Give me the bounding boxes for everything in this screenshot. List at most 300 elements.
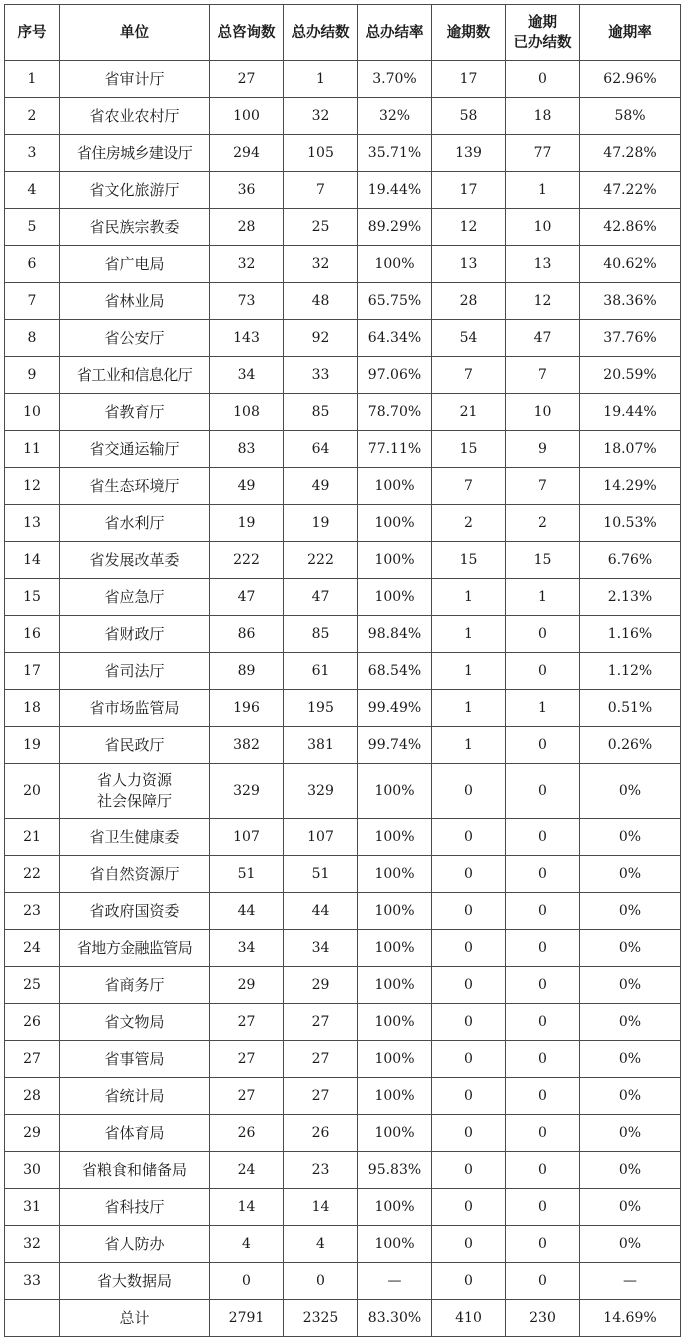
cell-unit: 省生态环境厅 xyxy=(60,468,210,505)
cell-no: 8 xyxy=(5,320,60,357)
cell-overdue-completed: 18 xyxy=(506,98,580,135)
cell-overdue-count: 17 xyxy=(432,172,506,209)
cell-overdue-rate: 0% xyxy=(580,930,681,967)
cell-no: 2 xyxy=(5,98,60,135)
cell-overdue-rate: 47.28% xyxy=(580,135,681,172)
cell-no: 22 xyxy=(5,856,60,893)
cell-overdue-completed: 0 xyxy=(506,616,580,653)
cell-unit: 省民族宗教委 xyxy=(60,209,210,246)
cell-unit: 省市场监管局 xyxy=(60,690,210,727)
cell-no: 29 xyxy=(5,1115,60,1152)
cell-overdue-completed: 7 xyxy=(506,468,580,505)
cell-overdue-rate: 58% xyxy=(580,98,681,135)
cell-completion-rate: 100% xyxy=(358,505,432,542)
cell-overdue-rate: 37.76% xyxy=(580,320,681,357)
cell-overdue-completed: 2 xyxy=(506,505,580,542)
cell-total-consultations: 14 xyxy=(210,1189,284,1226)
table-row xyxy=(5,505,681,542)
cell-no: 4 xyxy=(5,172,60,209)
table-row xyxy=(5,209,681,246)
cell-no: 11 xyxy=(5,431,60,468)
table-row xyxy=(5,1078,681,1115)
cell-overdue-completed: 0 xyxy=(506,1263,580,1300)
cell-total-consultations: 51 xyxy=(210,856,284,893)
cell-total-consultations: 34 xyxy=(210,357,284,394)
cell-total-completed: 2325 xyxy=(284,1300,358,1337)
table-row xyxy=(5,135,681,172)
cell-no: 33 xyxy=(5,1263,60,1300)
table-row xyxy=(5,98,681,135)
cell-total-completed: 195 xyxy=(284,690,358,727)
cell-overdue-count: 28 xyxy=(432,283,506,320)
cell-unit: 省政府国资委 xyxy=(60,893,210,930)
table-row xyxy=(5,967,681,1004)
cell-completion-rate: 100% xyxy=(358,579,432,616)
cell-overdue-rate: 10.53% xyxy=(580,505,681,542)
cell-overdue-rate: 2.13% xyxy=(580,579,681,616)
table-row xyxy=(5,616,681,653)
table-row xyxy=(5,1115,681,1152)
cell-total-consultations: 27 xyxy=(210,61,284,98)
cell-completion-rate: 89.29% xyxy=(358,209,432,246)
cell-total-consultations: 2791 xyxy=(210,1300,284,1337)
cell-overdue-count: 15 xyxy=(432,542,506,579)
cell-total-completed: 27 xyxy=(284,1078,358,1115)
cell-overdue-rate: 0.51% xyxy=(580,690,681,727)
cell-no: 5 xyxy=(5,209,60,246)
cell-no: 7 xyxy=(5,283,60,320)
cell-overdue-rate: 14.29% xyxy=(580,468,681,505)
cell-no: 13 xyxy=(5,505,60,542)
header-total-completed: 总办结数 xyxy=(284,5,358,61)
table-row xyxy=(5,431,681,468)
cell-overdue-count: 0 xyxy=(432,856,506,893)
cell-completion-rate: 100% xyxy=(358,468,432,505)
cell-overdue-count: 1 xyxy=(432,690,506,727)
table-row xyxy=(5,357,681,394)
cell-unit: 省应急厅 xyxy=(60,579,210,616)
cell-total-completed: 44 xyxy=(284,893,358,930)
cell-total-completed: 64 xyxy=(284,431,358,468)
cell-unit: 省审计厅 xyxy=(60,61,210,98)
cell-overdue-count: 15 xyxy=(432,431,506,468)
cell-total-completed: 34 xyxy=(284,930,358,967)
cell-completion-rate: 95.83% xyxy=(358,1152,432,1189)
cell-overdue-count: 58 xyxy=(432,98,506,135)
cell-overdue-completed: 0 xyxy=(506,1115,580,1152)
table-row xyxy=(5,1004,681,1041)
cell-overdue-count: 0 xyxy=(432,967,506,1004)
cell-overdue-count: 0 xyxy=(432,1041,506,1078)
cell-no: 10 xyxy=(5,394,60,431)
cell-unit: 省公安厅 xyxy=(60,320,210,357)
cell-total-consultations: 108 xyxy=(210,394,284,431)
cell-overdue-count: 0 xyxy=(432,1078,506,1115)
cell-unit: 省民政厅 xyxy=(60,727,210,764)
total-row xyxy=(5,1300,681,1337)
cell-total-consultations: 29 xyxy=(210,967,284,1004)
cell-completion-rate: 98.84% xyxy=(358,616,432,653)
cell-no: 12 xyxy=(5,468,60,505)
header-overdue-completed-line2: 已办结数 xyxy=(513,34,572,51)
cell-overdue-rate: 0% xyxy=(580,1004,681,1041)
table-row xyxy=(5,283,681,320)
cell-total-completed: 19 xyxy=(284,505,358,542)
cell-no: 27 xyxy=(5,1041,60,1078)
cell-unit: 省文物局 xyxy=(60,1004,210,1041)
cell-total-completed: 32 xyxy=(284,246,358,283)
cell-total-consultations: 73 xyxy=(210,283,284,320)
table-row xyxy=(5,61,681,98)
cell-overdue-count: 0 xyxy=(432,893,506,930)
cell-overdue-rate: 0% xyxy=(580,1226,681,1263)
cell-total-completed: 48 xyxy=(284,283,358,320)
cell-overdue-completed: 9 xyxy=(506,431,580,468)
cell-overdue-rate: 0% xyxy=(580,1078,681,1115)
cell-completion-rate: 35.71% xyxy=(358,135,432,172)
cell-unit: 省粮食和储备局 xyxy=(60,1152,210,1189)
cell-total-completed: 107 xyxy=(284,819,358,856)
cell-overdue-count: 0 xyxy=(432,764,506,819)
cell-total-consultations: 196 xyxy=(210,690,284,727)
cell-overdue-rate: 0% xyxy=(580,1189,681,1226)
cell-total-consultations: 34 xyxy=(210,930,284,967)
table-row xyxy=(5,1189,681,1226)
cell-overdue-completed: 0 xyxy=(506,967,580,1004)
cell-total-completed: 33 xyxy=(284,357,358,394)
cell-total-completed: 23 xyxy=(284,1152,358,1189)
cell-unit: 省体育局 xyxy=(60,1115,210,1152)
header-total-consultations: 总咨询数 xyxy=(210,5,284,61)
cell-overdue-completed: 0 xyxy=(506,930,580,967)
cell-overdue-count: 1 xyxy=(432,727,506,764)
cell-overdue-completed: 1 xyxy=(506,579,580,616)
cell-total-completed: 85 xyxy=(284,616,358,653)
cell-overdue-rate: 47.22% xyxy=(580,172,681,209)
table-row xyxy=(5,1263,681,1300)
cell-overdue-rate: 0% xyxy=(580,1115,681,1152)
cell-overdue-completed: 10 xyxy=(506,394,580,431)
cell-overdue-count: 0 xyxy=(432,1115,506,1152)
cell-overdue-rate: 0% xyxy=(580,819,681,856)
cell-overdue-count: 1 xyxy=(432,579,506,616)
cell-overdue-completed: 10 xyxy=(506,209,580,246)
cell-overdue-count: 0 xyxy=(432,819,506,856)
cell-overdue-rate: 0% xyxy=(580,764,681,819)
cell-no: 18 xyxy=(5,690,60,727)
cell-total-completed: 222 xyxy=(284,542,358,579)
cell-no: 3 xyxy=(5,135,60,172)
header-completion-rate: 总办结率 xyxy=(358,5,432,61)
cell-overdue-count: 0 xyxy=(432,1004,506,1041)
cell-total-completed: 14 xyxy=(284,1189,358,1226)
cell-overdue-count: 2 xyxy=(432,505,506,542)
cell-total-consultations: 49 xyxy=(210,468,284,505)
cell-overdue-rate: 0% xyxy=(580,856,681,893)
cell-completion-rate: 100% xyxy=(358,930,432,967)
cell-unit: 省自然资源厅 xyxy=(60,856,210,893)
cell-total-consultations: 27 xyxy=(210,1078,284,1115)
header-overdue-completed xyxy=(506,5,580,61)
table-row xyxy=(5,579,681,616)
cell-overdue-completed: 47 xyxy=(506,320,580,357)
cell-overdue-rate: 40.62% xyxy=(580,246,681,283)
cell-no: 31 xyxy=(5,1189,60,1226)
cell-overdue-completed: 0 xyxy=(506,727,580,764)
cell-total-completed: 1 xyxy=(284,61,358,98)
cell-completion-rate: 100% xyxy=(358,893,432,930)
cell-total-completed: 7 xyxy=(284,172,358,209)
cell-total-completed: 26 xyxy=(284,1115,358,1152)
cell-completion-rate: 100% xyxy=(358,1226,432,1263)
cell-unit: 省农业农村厅 xyxy=(60,98,210,135)
table-row xyxy=(5,1041,681,1078)
cell-total-completed: 51 xyxy=(284,856,358,893)
cell-overdue-count: 7 xyxy=(432,357,506,394)
cell-overdue-completed: 0 xyxy=(506,1152,580,1189)
cell-overdue-rate: — xyxy=(580,1263,681,1300)
cell-unit: 省商务厅 xyxy=(60,967,210,1004)
table-row xyxy=(5,764,681,819)
cell-no: 16 xyxy=(5,616,60,653)
cell-total-completed: 92 xyxy=(284,320,358,357)
cell-overdue-rate: 0% xyxy=(580,1152,681,1189)
cell-overdue-completed: 15 xyxy=(506,542,580,579)
header-overdue-completed-line1: 逾期 xyxy=(528,14,557,31)
cell-overdue-completed: 1 xyxy=(506,690,580,727)
cell-no: 21 xyxy=(5,819,60,856)
cell-total-consultations: 107 xyxy=(210,819,284,856)
cell-overdue-count: 0 xyxy=(432,1263,506,1300)
cell-total-consultations: 47 xyxy=(210,579,284,616)
cell-overdue-completed: 230 xyxy=(506,1300,580,1337)
cell-completion-rate: 100% xyxy=(358,542,432,579)
cell-unit: 省地方金融监管局 xyxy=(60,930,210,967)
cell-no: 17 xyxy=(5,653,60,690)
cell-overdue-rate: 20.59% xyxy=(580,357,681,394)
cell-completion-rate: 100% xyxy=(358,1189,432,1226)
cell-completion-rate: 65.75% xyxy=(358,283,432,320)
cell-total-consultations: 100 xyxy=(210,98,284,135)
header-overdue-rate: 逾期率 xyxy=(580,5,681,61)
cell-completion-rate: 19.44% xyxy=(358,172,432,209)
table-row xyxy=(5,468,681,505)
cell-total-completed: 85 xyxy=(284,394,358,431)
cell-unit: 省统计局 xyxy=(60,1078,210,1115)
cell-total-consultations: 19 xyxy=(210,505,284,542)
cell-total-consultations: 83 xyxy=(210,431,284,468)
cell-overdue-count: 1 xyxy=(432,653,506,690)
cell-overdue-rate: 1.16% xyxy=(580,616,681,653)
cell-completion-rate: 99.74% xyxy=(358,727,432,764)
cell-completion-rate: 78.70% xyxy=(358,394,432,431)
cell-overdue-completed: 13 xyxy=(506,246,580,283)
cell-completion-rate: 64.34% xyxy=(358,320,432,357)
cell-total-consultations: 36 xyxy=(210,172,284,209)
cell-unit-line2: 社会保障厅 xyxy=(96,792,172,810)
cell-completion-rate: 100% xyxy=(358,967,432,1004)
cell-total-consultations: 0 xyxy=(210,1263,284,1300)
cell-total-completed: 4 xyxy=(284,1226,358,1263)
cell-no: 32 xyxy=(5,1226,60,1263)
consultation-statistics-table xyxy=(4,4,681,1337)
cell-completion-rate: 68.54% xyxy=(358,653,432,690)
table-row xyxy=(5,1152,681,1189)
cell-total-completed: 25 xyxy=(284,209,358,246)
cell-overdue-count: 1 xyxy=(432,616,506,653)
table-row xyxy=(5,930,681,967)
cell-unit: 省卫生健康委 xyxy=(60,819,210,856)
cell-total-consultations: 89 xyxy=(210,653,284,690)
cell-completion-rate: 77.11% xyxy=(358,431,432,468)
cell-completion-rate: 100% xyxy=(358,819,432,856)
cell-total-completed: 32 xyxy=(284,98,358,135)
table-row xyxy=(5,653,681,690)
cell-overdue-completed: 0 xyxy=(506,1041,580,1078)
cell-unit: 省水利厅 xyxy=(60,505,210,542)
cell-overdue-count: 7 xyxy=(432,468,506,505)
cell-total-consultations: 4 xyxy=(210,1226,284,1263)
cell-total-completed: 61 xyxy=(284,653,358,690)
header-row xyxy=(5,5,681,61)
cell-overdue-count: 12 xyxy=(432,209,506,246)
cell-overdue-count: 21 xyxy=(432,394,506,431)
cell-overdue-count: 410 xyxy=(432,1300,506,1337)
cell-overdue-completed: 0 xyxy=(506,653,580,690)
cell-overdue-rate: 0.26% xyxy=(580,727,681,764)
cell-overdue-count: 13 xyxy=(432,246,506,283)
cell-total-consultations: 24 xyxy=(210,1152,284,1189)
cell-overdue-rate: 0% xyxy=(580,1041,681,1078)
cell-no: 20 xyxy=(5,764,60,819)
table-row xyxy=(5,542,681,579)
cell-completion-rate: 100% xyxy=(358,856,432,893)
cell-completion-rate: 97.06% xyxy=(358,357,432,394)
cell-total-consultations: 27 xyxy=(210,1041,284,1078)
cell-total-consultations: 44 xyxy=(210,893,284,930)
cell-no: 30 xyxy=(5,1152,60,1189)
cell-overdue-completed: 12 xyxy=(506,283,580,320)
cell-total-consultations: 222 xyxy=(210,542,284,579)
cell-completion-rate: — xyxy=(358,1263,432,1300)
cell-overdue-completed: 0 xyxy=(506,1189,580,1226)
cell-completion-rate: 100% xyxy=(358,246,432,283)
cell-overdue-completed: 0 xyxy=(506,819,580,856)
cell-total-completed: 105 xyxy=(284,135,358,172)
cell-unit: 省大数据局 xyxy=(60,1263,210,1300)
cell-no: 24 xyxy=(5,930,60,967)
cell-overdue-rate: 38.36% xyxy=(580,283,681,320)
cell-overdue-rate: 42.86% xyxy=(580,209,681,246)
cell-total-consultations: 329 xyxy=(210,764,284,819)
header-no: 序号 xyxy=(5,5,60,61)
cell-total-consultations: 294 xyxy=(210,135,284,172)
cell-total-completed: 27 xyxy=(284,1004,358,1041)
cell-unit: 省林业局 xyxy=(60,283,210,320)
cell-overdue-rate: 14.69% xyxy=(580,1300,681,1337)
cell-overdue-rate: 0% xyxy=(580,967,681,1004)
cell-no: 9 xyxy=(5,357,60,394)
cell-total-consultations: 143 xyxy=(210,320,284,357)
table-row xyxy=(5,394,681,431)
cell-overdue-completed: 0 xyxy=(506,764,580,819)
cell-no: 6 xyxy=(5,246,60,283)
cell-unit: 省事管局 xyxy=(60,1041,210,1078)
cell-overdue-completed: 0 xyxy=(506,1078,580,1115)
cell-completion-rate: 99.49% xyxy=(358,690,432,727)
cell-total-completed: 47 xyxy=(284,579,358,616)
cell-no: 19 xyxy=(5,727,60,764)
cell-unit: 省交通运输厅 xyxy=(60,431,210,468)
cell-overdue-count: 17 xyxy=(432,61,506,98)
cell-no: 1 xyxy=(5,61,60,98)
cell-total-completed: 0 xyxy=(284,1263,358,1300)
cell-overdue-count: 139 xyxy=(432,135,506,172)
cell-completion-rate: 100% xyxy=(358,1115,432,1152)
cell-unit: 省财政厅 xyxy=(60,616,210,653)
table-row xyxy=(5,246,681,283)
cell-unit: 总计 xyxy=(60,1300,210,1337)
cell-no: 14 xyxy=(5,542,60,579)
cell-overdue-rate: 1.12% xyxy=(580,653,681,690)
cell-total-completed: 49 xyxy=(284,468,358,505)
cell-unit xyxy=(60,764,210,819)
cell-overdue-completed: 0 xyxy=(506,61,580,98)
cell-no: 23 xyxy=(5,893,60,930)
cell-no: 25 xyxy=(5,967,60,1004)
cell-overdue-rate: 18.07% xyxy=(580,431,681,468)
cell-unit: 省司法厅 xyxy=(60,653,210,690)
cell-overdue-count: 0 xyxy=(432,1152,506,1189)
cell-overdue-completed: 77 xyxy=(506,135,580,172)
table-row xyxy=(5,856,681,893)
cell-total-consultations: 32 xyxy=(210,246,284,283)
cell-completion-rate: 100% xyxy=(358,764,432,819)
cell-unit: 省教育厅 xyxy=(60,394,210,431)
cell-overdue-completed: 0 xyxy=(506,893,580,930)
cell-overdue-count: 54 xyxy=(432,320,506,357)
cell-no: 15 xyxy=(5,579,60,616)
cell-unit: 省广电局 xyxy=(60,246,210,283)
table-row xyxy=(5,893,681,930)
cell-completion-rate: 3.70% xyxy=(358,61,432,98)
cell-total-consultations: 27 xyxy=(210,1004,284,1041)
cell-no xyxy=(5,1300,60,1337)
table-row xyxy=(5,172,681,209)
cell-unit: 省人防办 xyxy=(60,1226,210,1263)
cell-no: 26 xyxy=(5,1004,60,1041)
cell-completion-rate: 100% xyxy=(358,1078,432,1115)
table-row xyxy=(5,690,681,727)
cell-overdue-rate: 0% xyxy=(580,893,681,930)
cell-overdue-count: 0 xyxy=(432,930,506,967)
cell-total-completed: 29 xyxy=(284,967,358,1004)
table-row xyxy=(5,320,681,357)
cell-unit: 省科技厅 xyxy=(60,1189,210,1226)
cell-overdue-count: 0 xyxy=(432,1189,506,1226)
cell-unit: 省工业和信息化厅 xyxy=(60,357,210,394)
cell-overdue-rate: 62.96% xyxy=(580,61,681,98)
table-row xyxy=(5,727,681,764)
cell-total-completed: 329 xyxy=(284,764,358,819)
cell-overdue-completed: 0 xyxy=(506,856,580,893)
cell-unit: 省发展改革委 xyxy=(60,542,210,579)
cell-total-completed: 27 xyxy=(284,1041,358,1078)
cell-completion-rate: 32% xyxy=(358,98,432,135)
cell-unit: 省文化旅游厅 xyxy=(60,172,210,209)
cell-unit-line1: 省人力资源 xyxy=(96,771,172,789)
cell-total-consultations: 28 xyxy=(210,209,284,246)
